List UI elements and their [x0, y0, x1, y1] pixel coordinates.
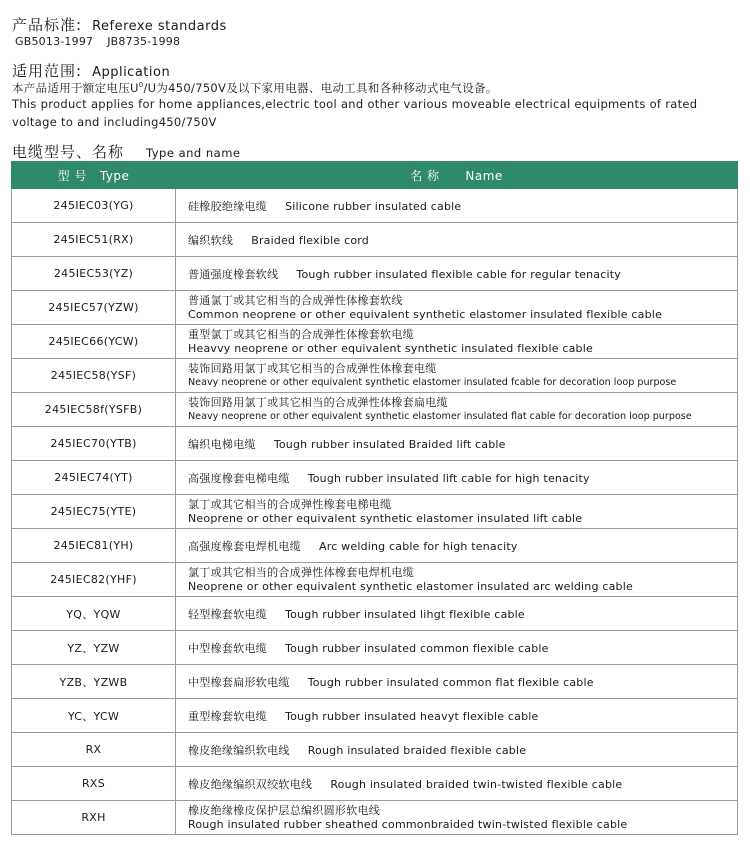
cable-type-code: 245IEC66(YCW): [12, 325, 176, 359]
cable-name: [176, 325, 738, 359]
standards-title-en: Referexe standards: [92, 19, 227, 34]
table-row: [12, 257, 738, 291]
application-heading: [12, 60, 170, 81]
table-row: [12, 699, 738, 733]
cable-name: [176, 291, 738, 325]
cable-type-code: 245IEC75(YTE): [12, 495, 176, 529]
cable-name: [176, 189, 738, 223]
cable-name-cn: 中型橡套扁形软电缆: [188, 675, 290, 689]
table-row: [12, 359, 738, 393]
cable-name-en: Arc welding cable for high tenacity: [319, 539, 518, 553]
cable-name-cn: 氯丁或其它相当的合成弹性橡套电梯电缆: [188, 497, 392, 511]
application-desc-en-line1: This product applies for home appliances,electric tool and other various moveable electrical equipments of rated: [12, 97, 698, 111]
cable-name-en: Neavy neoprene or other equivalent synthetic elastomer insulated fcable for decoration loop purpose: [188, 376, 677, 388]
cable-name-en: Tough rubber insulated common flexible cable: [285, 641, 549, 655]
cable-name-en: Tough rubber insulated lihgt flexible cable: [285, 607, 525, 621]
cable-name: [176, 461, 738, 495]
cable-name: [176, 529, 738, 563]
cable-name-en: Neavy neoprene or other equivalent synthetic elastomer insulated flat cable for decoration loop purpose: [188, 410, 692, 422]
cable-name-cn: 氯丁或其它相当的合成弹性体橡套电焊机电缆: [188, 565, 414, 579]
header-name-en: Name: [465, 168, 503, 183]
cable-name: [176, 495, 738, 529]
table-row: [12, 325, 738, 359]
cable-name: [176, 733, 738, 767]
voltage-superscript: 0: [138, 81, 144, 90]
cable-name-en: Rough insulated rubber sheathed commonbraided twin-twisted flexible cable: [188, 817, 628, 831]
header-name-cn: 名 称: [410, 168, 440, 183]
cable-name-cn: 高强度橡套电梯电缆: [188, 471, 290, 485]
table-row: [12, 597, 738, 631]
application-desc-cn: [12, 80, 498, 96]
cable-name-cn: 橡皮绝缘橡皮保护层总编织圆形软电线: [188, 803, 381, 817]
cable-name-en: Neoprene or other equivalent synthetic elastomer insulated lift cable: [188, 511, 583, 525]
cable-name-en: Neoprene or other equivalent synthetic elastomer insulated arc welding cable: [188, 579, 633, 593]
header-type-cn: 型 号: [57, 168, 87, 183]
table-row: [12, 223, 738, 257]
cable-name: [176, 393, 738, 427]
table-row: [12, 461, 738, 495]
standard-code: GB5013-1997: [15, 35, 94, 48]
cable-type-code: 245IEC70(YTB): [12, 427, 176, 461]
application-desc-cn-part1: 本产品适用于额定电压U: [12, 81, 139, 95]
cable-type-code: YZB、YZWB: [12, 665, 176, 699]
cable-name-cn: 装饰回路用氯丁或其它相当的合成弹性体橡套扁电缆: [188, 395, 448, 409]
cable-name-cn: 编织电梯电缆: [188, 437, 256, 451]
cable-name: [176, 699, 738, 733]
header-type: [12, 162, 176, 189]
table-row: [12, 631, 738, 665]
standard-code: JB8735-1998: [107, 35, 181, 48]
cable-type-code: RXS: [12, 767, 176, 801]
cable-type-code: RXH: [12, 801, 176, 835]
cable-name: [176, 427, 738, 461]
cable-name-en: Tough rubber insulated heavyt flexible cable: [285, 709, 539, 723]
cable-name-en: Tough rubber insulated lift cable for high tenacity: [307, 471, 590, 485]
type-section-heading: [12, 141, 241, 162]
cable-name: [176, 597, 738, 631]
cable-name-en: Tough rubber insulated Braided lift cable: [273, 437, 506, 451]
table-row: [12, 189, 738, 223]
table-row: [12, 291, 738, 325]
type-section-title-cn: 电缆型号、名称: [12, 143, 125, 161]
cable-type-table: [11, 161, 738, 835]
cable-name: [176, 767, 738, 801]
cable-name-en: Tough rubber insulated flexible cable for regular tenacity: [296, 267, 621, 281]
table-row: [12, 529, 738, 563]
cable-name-cn: 橡皮绝缘编织软电线: [188, 743, 290, 757]
table-row: [12, 393, 738, 427]
standards-title-cn: 产品标准:: [12, 16, 83, 34]
application-desc-en-line2: voltage to and including450/750V: [12, 115, 217, 129]
application-title-en: Application: [92, 65, 171, 80]
type-section-title-en: Type and name: [146, 146, 241, 160]
cable-name: [176, 223, 738, 257]
cable-name-cn: 硅橡胶绝缘电缆: [188, 199, 268, 213]
application-desc-cn-part2: /U为450/750V及以下家用电器、电动工具和各种移动式电气设备。: [143, 81, 498, 95]
cable-name-cn: 轻型橡套软电缆: [188, 607, 268, 621]
cable-name-en: Common neoprene or other equivalent synthetic elastomer insulated flexible cable: [188, 307, 663, 321]
cable-type-code: 245IEC57(YZW): [12, 291, 176, 325]
table-row: [12, 733, 738, 767]
application-title-cn: 适用范围:: [12, 62, 83, 80]
cable-name-en: Rough insulated braided twin-twisted flexible cable: [330, 777, 623, 791]
table-row: [12, 427, 738, 461]
standards-heading: [12, 14, 227, 35]
cable-type-code: 245IEC58f(YSFB): [12, 393, 176, 427]
cable-type-code: YC、YCW: [12, 699, 176, 733]
cable-type-code: 245IEC81(YH): [12, 529, 176, 563]
cable-name-cn: 中型橡套软电缆: [188, 641, 268, 655]
table-row: [12, 495, 738, 529]
cable-type-code: YZ、YZW: [12, 631, 176, 665]
cable-name: [176, 801, 738, 835]
cable-name-cn: 橡皮绝缘编织双绞软电线: [188, 777, 313, 791]
table-row: [12, 767, 738, 801]
standards-codes: [15, 35, 180, 48]
cable-name-cn: 重型橡套软电缆: [188, 709, 268, 723]
table-row: [12, 801, 738, 835]
table-header-row: [12, 162, 738, 189]
cable-type-code: RX: [12, 733, 176, 767]
cable-name-en: Braided flexible cord: [251, 233, 369, 247]
cable-name: [176, 631, 738, 665]
cable-type-code: 245IEC82(YHF): [12, 563, 176, 597]
cable-name-cn: 编织软线: [188, 233, 234, 247]
cable-type-code: 245IEC53(YZ): [12, 257, 176, 291]
cable-type-code: YQ、YQW: [12, 597, 176, 631]
table-row: [12, 665, 738, 699]
cable-type-code: 245IEC03(YG): [12, 189, 176, 223]
header-name: [176, 162, 738, 189]
cable-name-en: Silicone rubber insulated cable: [285, 199, 462, 213]
cable-name-cn: 普通强度橡套软线: [188, 267, 279, 281]
cable-name-en: Heavvy neoprene or other equivalent synthetic insulated flexible cable: [188, 341, 593, 355]
cable-name-cn: 装饰回路用氯丁或其它相当的合成弹性体橡套电缆: [188, 361, 437, 375]
cable-name-cn: 普通氯丁或其它相当的合成弹性体橡套软线: [188, 293, 403, 307]
cable-name: [176, 257, 738, 291]
cable-name-en: Tough rubber insulated common flat flexible cable: [307, 675, 594, 689]
cable-name: [176, 563, 738, 597]
table-row: [12, 563, 738, 597]
cable-type-code: 245IEC74(YT): [12, 461, 176, 495]
cable-name-cn: 高强度橡套电焊机电缆: [188, 539, 301, 553]
cable-type-code: 245IEC58(YSF): [12, 359, 176, 393]
cable-name: [176, 665, 738, 699]
cable-name-en: Rough insulated braided flexible cable: [307, 743, 527, 757]
header-type-en: Type: [99, 168, 130, 183]
cable-type-code: 245IEC51(RX): [12, 223, 176, 257]
cable-name: [176, 359, 738, 393]
cable-name-cn: 重型氯丁或其它相当的合成弹性体橡套软电缆: [188, 327, 414, 341]
